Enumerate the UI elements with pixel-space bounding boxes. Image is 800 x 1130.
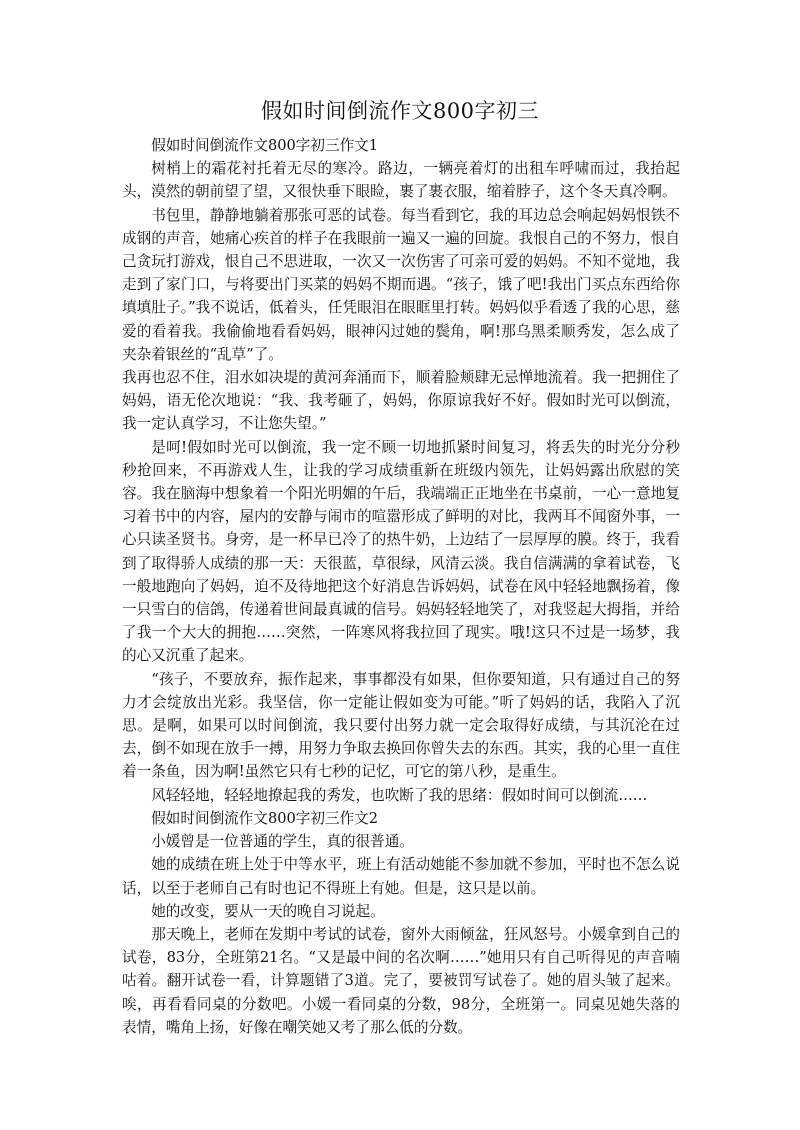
paragraph: 她的改变，要从一天的晚自习说起。 bbox=[151, 902, 385, 920]
paragraph: 小媛曾是一位普通的学生，真的很普通。 bbox=[151, 833, 414, 851]
document-title: 假如时间倒流作文800字初三 bbox=[260, 99, 540, 123]
paragraph: 那天晚上，老师在发期中考试的试卷，窗外大雨倾盆，狂风怒号。小媛拿到自己的试卷，83分，全班第21名。“又是最中间的名次啊……”她用只有自己听得见的声音喃咕着。翻开试卷一看，计算题错了3道。完了，要被罚写试卷了。她的眉头皱了起来。唉，再看看同桌的分数吧。小媛一看同桌的分数，98分，全班第一。同桌见她失落的表情，嘴角上扬，好像在嘲笑她又考了那么低的分数。 bbox=[122, 925, 680, 1036]
paragraph: 我再也忍不住，泪水如决堤的黄河奔涌而下，顺着脸颊肆无忌惮地流着。我一把拥住了妈妈，语无伦次地说：“我、我考砸了，妈妈，你原谅我好不好。假如时光可以倒流，我一定认真学习，不让您失望。” bbox=[122, 369, 680, 433]
paragraph: 假如时间倒流作文800字初三作文2 bbox=[151, 809, 379, 827]
paragraph: 是呵!假如时光可以倒流，我一定不顾一切地抓紧时间复习，将丢失的时光分分秒秒抢回来，不再游戏人生，让我的学习成绩重新在班级内领先，让妈妈露出欣慰的笑容。我在脑海中想象着一个阳光明媚的午后，我端端正正地坐在书桌前，一心一意地复习着书中的内容，屋内的安静与闹市的喧嚣形成了鲜明的对比，我两耳不闻窗外事，一心只读圣贤书。身旁，是一杯早已冷了的热牛奶，上边结了一层厚厚的膜。终于，我看到了取得骄人成绩的那一天：天很蓝，草很绿，风清云淡。我自信满满的拿着试卷，飞一般地跑向了妈妈，迫不及待地把这个好消息告诉妈妈，试卷在风中轻轻地飘扬着，像一只雪白的信鸽，传递着世间最真诚的信号。妈妈轻轻地笑了，对我竖起大拇指，并给了我一个大大的拥抱……突然，一阵寒风将我拉回了现实。哦!这只不过是一场梦，我的心又沉重了起来。 bbox=[122, 438, 680, 665]
document-body bbox=[122, 134, 680, 1039]
paragraph: 假如时间倒流作文800字初三作文1 bbox=[151, 137, 379, 154]
paragraph: 她的成绩在班上处于中等水平，班上有活动她能不参加就不参加，平时也不怎么说话，以至于老师自己有时也记不得班上有她。但是，这只是以前。 bbox=[122, 856, 680, 897]
paragraph: “孩子，不要放弃，振作起来，事事都没有如果，但你要知道，只有通过自己的努力才会绽放出光彩。我坚信，你一定能让假如变为可能。”听了妈妈的话，我陷入了沉思。是啊，如果可以时间倒流，我只要付出努力就一定会取得好成绩，与其沉沦在过去，倒不如现在放手一搏，用努力争取去换回你曾失去的东西。其实，我的心里一直住着一条鱼，因为啊!虽然它只有七秒的记忆，可它的第八秒，是重生。 bbox=[122, 670, 680, 781]
paragraph: 书包里，静静地躺着那张可恶的试卷。每当看到它，我的耳边总会响起妈妈恨铁不成钢的声音，她痛心疾首的样子在我眼前一遍又一遍的回旋。我恨自己的不努力，恨自己贪玩打游戏，恨自己不思进取，一次又一次伤害了可亲可爱的妈妈。不知不觉地，我走到了家门口，与将要出门买菜的妈妈不期而遇。“孩子，饿了吧!我出门买点东西给你填填肚子。”我不说话，低着头，任凭眼泪在眼眶里打转。妈妈似乎看透了我的心思，慈爱的看着我。我偷偷地看看妈妈，眼神闪过她的鬓角，啊!那乌黑柔顺秀发，怎么成了夹杂着银丝的“乱草”了。 bbox=[122, 206, 680, 363]
paragraph: 树梢上的霜花衬托着无尽的寒冷。路边，一辆亮着灯的出租车呼啸而过，我抬起头，漠然的朝前望了望，又很快垂下眼睑，裹了裹衣服，缩着脖子，这个冬天真冷啊。 bbox=[122, 160, 680, 201]
paragraph: 风轻轻地，轻轻地撩起我的秀发，也吹断了我的思绪：假如时间可以倒流…… bbox=[151, 786, 648, 804]
